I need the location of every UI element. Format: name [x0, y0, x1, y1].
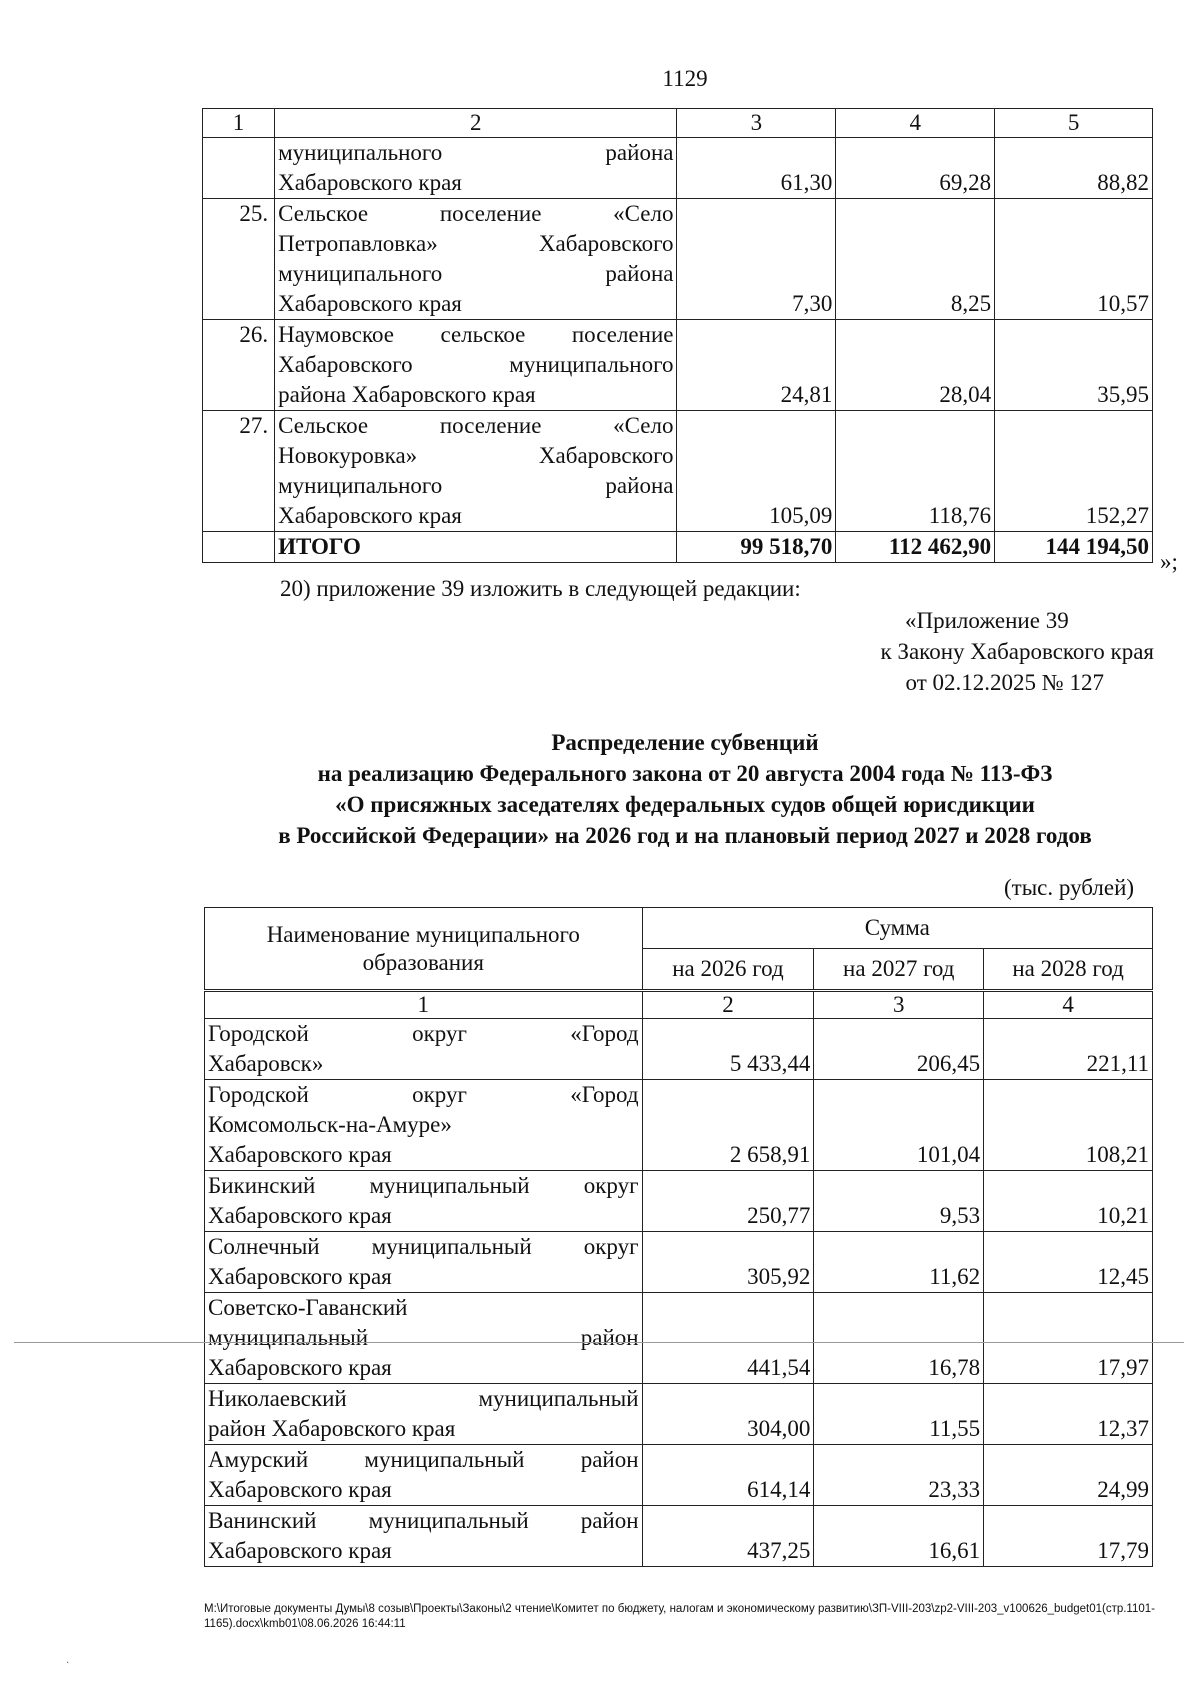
value-cell: 2 658,91 — [642, 1080, 814, 1171]
name-line: Николаевский муниципальный — [208, 1386, 639, 1411]
value-cell: 305,92 — [642, 1232, 814, 1293]
name-line: Советско-Гаванский — [208, 1295, 408, 1320]
name-column-header: Наименование муниципального образования — [205, 908, 643, 991]
municipality-name — [205, 1171, 643, 1232]
municipality-name — [205, 1445, 643, 1506]
table-row — [203, 320, 1153, 411]
name-line: Сельское поселение «Село — [278, 201, 674, 226]
municipality-name — [205, 1080, 643, 1171]
heading-line: «О присяжных заседателях федеральных судов общей юрисдикции — [335, 792, 1035, 817]
appendix-line: к Закону Хабаровского края — [880, 639, 1154, 664]
value-cell: 24,81 — [677, 320, 836, 411]
municipality-name — [275, 320, 677, 411]
table-header-row — [203, 109, 1153, 138]
value-cell: 28,04 — [836, 320, 995, 411]
name-line: Хабаровского края — [208, 1355, 392, 1380]
total-value: 99 518,70 — [677, 532, 836, 563]
value-cell: 7,30 — [677, 199, 836, 320]
header-cell: 1 — [203, 109, 275, 138]
sum-header: Сумма — [642, 908, 1152, 949]
appendix-line: от 02.12.2025 № 127 — [905, 670, 1104, 695]
name-line: Солнечный муниципальный округ — [208, 1234, 639, 1259]
name-line: Бикинский муниципальный округ — [208, 1173, 639, 1198]
table-header-row — [205, 908, 1153, 949]
value-cell: 12,45 — [984, 1232, 1153, 1293]
row-number: 27. — [203, 411, 275, 532]
value-cell: 35,95 — [995, 320, 1153, 411]
document-heading — [0, 727, 1200, 851]
municipality-name — [275, 199, 677, 320]
name-line: муниципальный район — [208, 1325, 639, 1350]
table-row — [203, 411, 1153, 532]
name-line: Хабаровского края — [208, 1538, 392, 1563]
year-header: на 2027 год — [814, 949, 984, 991]
total-value: 112 462,90 — [836, 532, 995, 563]
table-row — [203, 199, 1153, 320]
value-cell: 16,61 — [814, 1506, 984, 1567]
value-cell: 437,25 — [642, 1506, 814, 1567]
value-cell: 12,37 — [984, 1384, 1153, 1445]
column-number-row — [205, 991, 1153, 1019]
total-row — [203, 532, 1153, 563]
value-cell: 105,09 — [677, 411, 836, 532]
name-line: Хабаровского края — [208, 1264, 392, 1289]
value-cell: 5 433,44 — [642, 1019, 814, 1080]
value-cell: 101,04 — [814, 1080, 984, 1171]
name-line: Амурский муниципальный район — [208, 1447, 639, 1472]
value-cell: 24,99 — [984, 1445, 1153, 1506]
table-row — [205, 1232, 1153, 1293]
name-line: Хабаровского края — [208, 1142, 392, 1167]
name-line: муниципального района — [278, 140, 674, 165]
value-cell: 614,14 — [642, 1445, 814, 1506]
name-line: Наумовское сельское поселение — [278, 322, 674, 347]
header-cell: 2 — [275, 109, 677, 138]
header-cell: 3 — [677, 109, 836, 138]
continuation-table — [202, 108, 1153, 563]
year-header: на 2028 год — [984, 949, 1153, 991]
subvention-table — [204, 907, 1153, 1567]
table-row — [205, 1293, 1153, 1384]
municipality-name — [205, 1019, 643, 1080]
municipality-name — [205, 1232, 643, 1293]
municipality-name — [205, 1384, 643, 1445]
value-cell: 10,21 — [984, 1171, 1153, 1232]
page-number: 1129 — [662, 66, 708, 91]
value-cell: 118,76 — [836, 411, 995, 532]
table-row — [205, 1080, 1153, 1171]
appendix-line: «Приложение 39 — [905, 608, 1069, 633]
name-line: района Хабаровского края — [278, 382, 536, 407]
year-header: на 2026 год — [642, 949, 814, 991]
appendix-reference — [780, 605, 1154, 698]
name-line: Городской округ «Город — [208, 1021, 639, 1046]
value-cell: 10,57 — [995, 199, 1153, 320]
value-cell: 250,77 — [642, 1171, 814, 1232]
name-line: Городской округ «Город — [208, 1082, 639, 1107]
column-number: 4 — [984, 991, 1153, 1019]
closing-quote: »; — [1160, 549, 1178, 574]
municipality-name — [205, 1293, 643, 1384]
table-row — [205, 1384, 1153, 1445]
municipality-name — [275, 411, 677, 532]
value-cell: 152,27 — [995, 411, 1153, 532]
scan-artifact: · — [66, 1658, 70, 1669]
name-line: муниципального района — [278, 473, 674, 498]
value-cell: 206,45 — [814, 1019, 984, 1080]
value-cell: 108,21 — [984, 1080, 1153, 1171]
value-cell: 304,00 — [642, 1384, 814, 1445]
heading-line: в Российской Федерации» на 2026 год и на плановый период 2027 и 2028 годов — [278, 823, 1092, 848]
municipality-name — [275, 138, 677, 199]
name-line: Ванинский муниципальный район — [208, 1508, 639, 1533]
column-number: 2 — [642, 991, 814, 1019]
name-line: Новокуровка» Хабаровского — [278, 443, 674, 468]
value-cell: 9,53 — [814, 1171, 984, 1232]
table-row — [203, 138, 1153, 199]
column-number: 3 — [814, 991, 984, 1019]
value-cell: 23,33 — [814, 1445, 984, 1506]
name-line: Хабаровского края — [208, 1203, 392, 1228]
value-cell: 69,28 — [836, 138, 995, 199]
value-cell: 16,78 — [814, 1293, 984, 1384]
value-cell: 11,55 — [814, 1384, 984, 1445]
value-cell: 441,54 — [642, 1293, 814, 1384]
amendment-text: 20) приложение 39 изложить в следующей редакции: — [280, 576, 801, 601]
name-line: Петропавловка» Хабаровского — [278, 231, 674, 256]
name-line: Хабаровского края — [208, 1477, 392, 1502]
name-line: Сельское поселение «Село — [278, 413, 674, 438]
heading-line: Распределение субвенций — [551, 730, 819, 755]
value-cell: 221,11 — [984, 1019, 1153, 1080]
value-cell: 61,30 — [677, 138, 836, 199]
empty-cell — [203, 532, 275, 563]
header-cell: 4 — [836, 109, 995, 138]
units-label: (тыс. рублей) — [1004, 875, 1135, 900]
column-number: 1 — [205, 991, 643, 1019]
file-path-footer: M:\Итоговые документы Думы\8 созыв\Проекты\Законы\2 чтение\Комитет по бюджету, налогам и экономическому развитию\ЗП-VIII-203\zp2-VIII-203_v100626_budget01(стр.1101-1165).docx\kmb01\08.06.2026 16:44:11 — [204, 1603, 1155, 1630]
value-cell: 88,82 — [995, 138, 1153, 199]
value-cell: 8,25 — [836, 199, 995, 320]
heading-line: на реализацию Федерального закона от 20 августа 2004 года № 113-ФЗ — [317, 761, 1053, 786]
scan-divider-line — [14, 1342, 1184, 1343]
name-line: Хабаровск» — [208, 1051, 324, 1076]
value-cell: 17,79 — [984, 1506, 1153, 1567]
table-row — [205, 1019, 1153, 1080]
value-cell: 11,62 — [814, 1232, 984, 1293]
name-line: Комсомольск-на-Амуре» — [208, 1112, 452, 1137]
municipality-name — [205, 1506, 643, 1567]
row-number: 25. — [203, 199, 275, 320]
header-cell: 5 — [995, 109, 1153, 138]
name-line: Хабаровского края — [278, 503, 462, 528]
row-number — [203, 138, 275, 199]
name-line: муниципального района — [278, 261, 674, 286]
name-line: Хабаровского края — [278, 170, 462, 195]
table-row — [205, 1171, 1153, 1232]
row-number: 26. — [203, 320, 275, 411]
table-row — [205, 1445, 1153, 1506]
name-line: район Хабаровского края — [208, 1416, 456, 1441]
name-line: Хабаровского муниципального — [278, 352, 674, 377]
table-row — [205, 1506, 1153, 1567]
total-label: ИТОГО — [275, 532, 677, 563]
value-cell: 17,97 — [984, 1293, 1153, 1384]
total-value: 144 194,50 — [995, 532, 1153, 563]
name-line: Хабаровского края — [278, 291, 462, 316]
